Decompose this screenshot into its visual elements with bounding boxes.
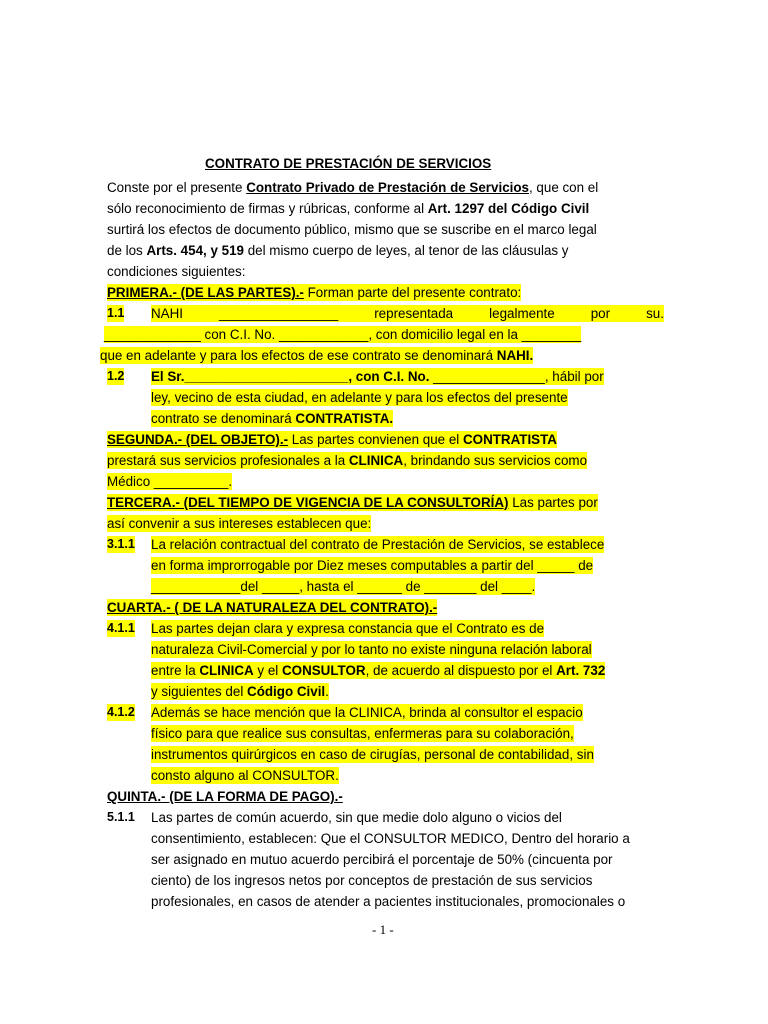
clause-5-1-1-line-1: Las partes de común acuerdo, sin que medie dolo alguno o vicios del	[151, 810, 562, 825]
clause-5-1-1-line-2: consentimiento, establecen: Que el CONSULTOR MEDICO, Dentro del horario a	[151, 831, 630, 846]
clause-segunda-line-2: prestará sus servicios profesionales a la CLINICA, brindando sus servicios como	[107, 453, 588, 468]
contract-type: Contrato Privado de Prestación de Servicios	[246, 180, 529, 195]
clause-4-1-1-line-2: naturaleza Civil-Comercial y por lo tanto no existe ninguna relación laboral	[151, 642, 592, 657]
clause-4-1-1-line-1: Las partes dejan clara y expresa constancia que el Contrato es de	[151, 621, 545, 636]
clause-number: 5.1.1	[107, 810, 135, 824]
clause-3-1-1-line-3: ____________del _____, hasta el ______ de _______ del ____.	[151, 579, 536, 594]
clause-3-1-1-line-2: en forma improrrogable por Diez meses computables a partir del _____ de	[151, 558, 594, 573]
intro-line-4: de los Arts. 454, y 519 del mismo cuerpo de leyes, al tenor de las cláusulas y	[107, 243, 569, 258]
clause-1-1-line-1: NAHI ________________ representada legalmente por su.	[151, 306, 664, 321]
clause-number: 4.1.2	[107, 705, 135, 719]
clause-number: 4.1.1	[107, 621, 135, 635]
clause-3-1-1-line-1: La relación contractual del contrato de Prestación de Servicios, se establece	[151, 537, 605, 552]
clause-tercera-heading: TERCERA.- (DEL TIEMPO DE VIGENCIA DE LA CONSULTORÍA) Las partes por	[107, 495, 598, 510]
clause-1-1-line-3: que en adelante y para los efectos de ese contrato se denominará NAHI.	[100, 348, 534, 363]
clause-1-1-line-2: _____________ con C.I. No. ____________, con domicilio legal en la ________	[104, 327, 582, 342]
clause-segunda-line-3: Médico __________.	[107, 474, 233, 489]
clause-1-2-line-1: El Sr.______________________, con C.I. No. _______________, hábil por	[151, 369, 604, 384]
clause-4-1-1-line-3: entre la CLINICA y el CONSULTOR, de acuerdo al dispuesto por el Art. 732	[151, 663, 606, 678]
civil-code-article: Art. 1297 del Código Civil	[427, 201, 590, 216]
clause-number: 1.2	[107, 369, 125, 383]
clause-segunda-heading: SEGUNDA.- (DEL OBJETO).- Las partes convienen que el CONTRATISTA	[107, 432, 557, 447]
clause-1-2-line-2: ley, vecino de esta ciudad, en adelante y para los efectos del presente	[151, 390, 568, 405]
intro-line-3: surtirá los efectos de documento público, mismo que se suscribe en el marco legal	[107, 222, 597, 237]
intro-line-2: sólo reconocimiento de firmas y rúbricas, conforme al Art. 1297 del Código Civil	[107, 201, 590, 216]
page-number: - 1 -	[372, 922, 394, 937]
clause-number: 3.1.1	[107, 537, 135, 551]
clause-4-1-2-line-3: instrumentos quirúrgicos en caso de cirugías, personal de contabilidad, sin	[151, 747, 594, 762]
clause-4-1-2-line-4: consto alguno al CONSULTOR.	[151, 768, 339, 783]
clause-5-1-1-line-3: ser asignado en mutuo acuerdo percibirá el porcentaje de 50% (cincuenta por	[151, 852, 613, 867]
intro-line-5: condiciones siguientes:	[107, 264, 246, 279]
clause-1-2-line-3: contrato se denominará CONTRATISTA.	[151, 411, 394, 426]
clause-4-1-2-line-1: Además se hace mención que la CLINICA, brinda al consultor el espacio	[151, 705, 583, 720]
clause-cuarta-heading: CUARTA.- ( DE LA NATURALEZA DEL CONTRATO).-	[107, 600, 438, 615]
articles-reference: Arts. 454, y 519	[146, 243, 244, 258]
clause-primera-heading: PRIMERA.- (DE LAS PARTES).- Forman parte del presente contrato:	[107, 285, 522, 300]
clause-4-1-1-line-4: y siguientes del Código Civil.	[151, 684, 329, 699]
clause-5-1-1-line-4: ciento) de los ingresos netos por conceptos de prestación de sus servicios	[151, 873, 593, 888]
clause-number: 1.1	[107, 306, 125, 320]
clause-tercera-line-2: así convenir a sus intereses establecen que:	[107, 516, 372, 531]
clause-4-1-2-line-2: físico para que realice sus consultas, enfermeras para su colaboración,	[151, 726, 574, 741]
intro-line-1: Conste por el presente Contrato Privado de Prestación de Servicios, que con el	[107, 180, 599, 195]
document-title: CONTRATO DE PRESTACIÓN DE SERVICIOS	[205, 156, 492, 171]
clause-quinta-heading: QUINTA.- (DE LA FORMA DE PAGO).-	[107, 789, 343, 804]
clause-5-1-1-line-5: profesionales, en casos de atender a pacientes institucionales, promocionales o	[151, 894, 626, 909]
